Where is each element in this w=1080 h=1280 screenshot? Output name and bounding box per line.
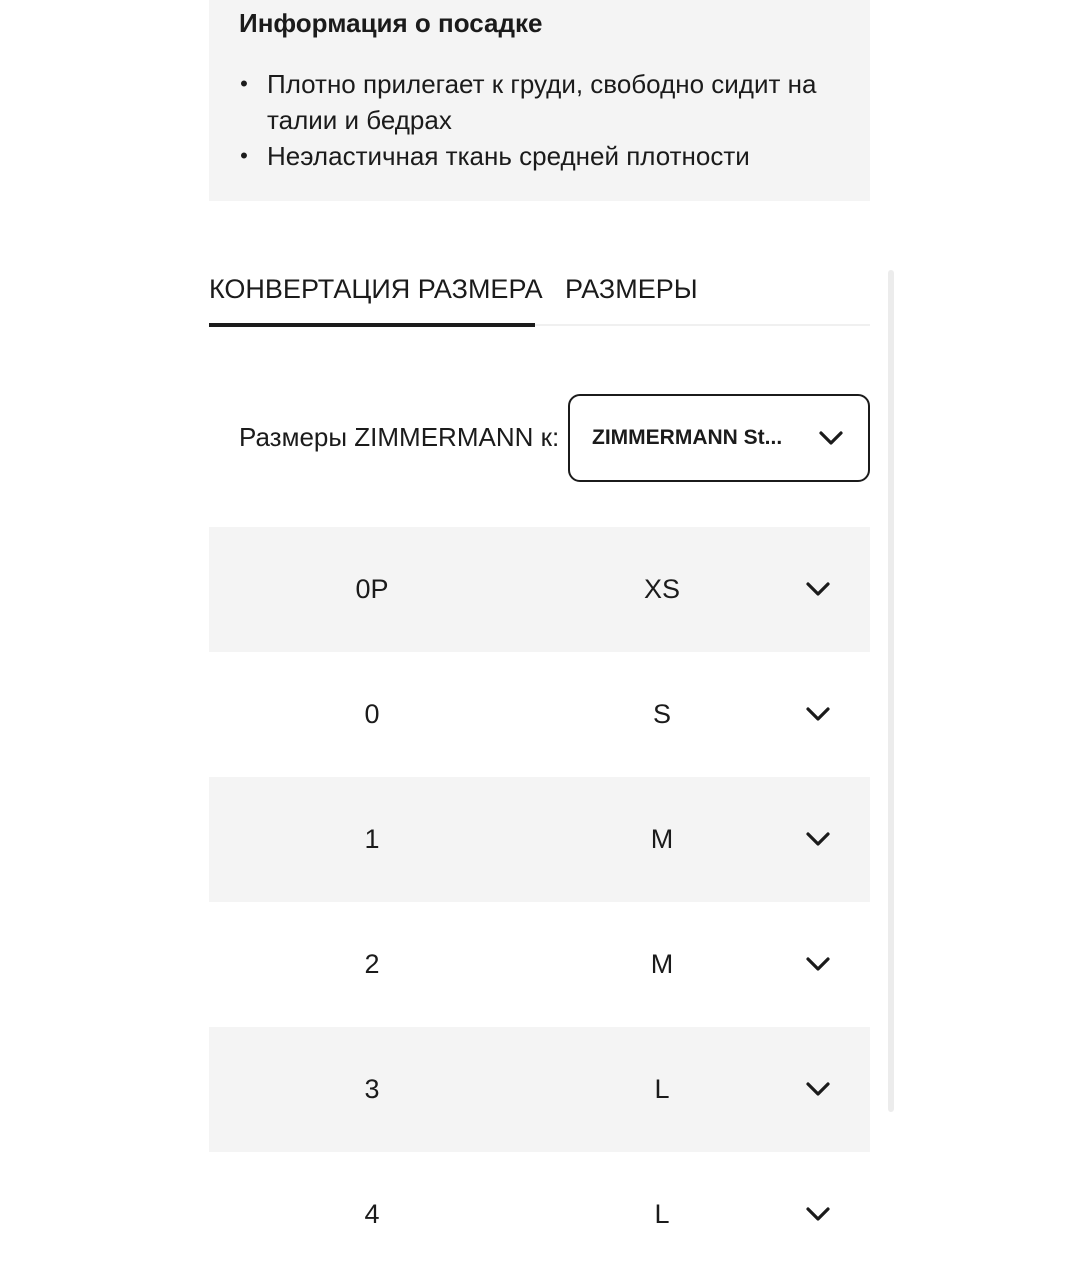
fit-info-title: Информация о посадке [239, 8, 543, 38]
size-row[interactable] [209, 652, 870, 777]
size-system-select[interactable] [568, 394, 870, 482]
brand-size: 1 [364, 824, 380, 854]
brand-size: 0P [355, 574, 389, 604]
bullet-icon: • [240, 71, 248, 96]
size-row[interactable] [209, 902, 870, 1027]
fit-info-box [209, 0, 870, 201]
intl-size: S [652, 699, 671, 729]
brand-size: 2 [364, 949, 380, 979]
brand-size: 0 [364, 699, 380, 729]
fit-info-text: Неэластичная ткань средней плотности [267, 141, 750, 171]
scrollbar[interactable] [888, 270, 894, 1112]
size-row[interactable] [209, 527, 870, 652]
chevron-down-icon[interactable] [805, 702, 831, 726]
size-row[interactable] [209, 1027, 870, 1152]
size-tabs [209, 262, 870, 326]
chevron-down-icon[interactable] [805, 1202, 831, 1226]
size-table [209, 527, 870, 1277]
intl-size: L [654, 1199, 670, 1229]
fit-info-text: Плотно прилегает к груди, свободно сидит на талии и бедрах [267, 69, 817, 135]
fit-info-item [239, 66, 840, 138]
brand-size: 4 [364, 1199, 380, 1229]
intl-size: XS [643, 574, 681, 604]
tab-sizes[interactable]: РАЗМЕРЫ [565, 274, 698, 304]
intl-size: M [650, 949, 674, 979]
size-row[interactable] [209, 1152, 870, 1277]
fit-info-item [239, 138, 840, 174]
tab-size-conversion[interactable]: КОНВЕРТАЦИЯ РАЗМЕРА [209, 262, 535, 326]
chevron-down-icon[interactable] [805, 1077, 831, 1101]
bullet-icon: • [240, 143, 248, 168]
converter-label: Размеры ZIMMERMANN к: [239, 422, 560, 452]
size-system-selected: ZIMMERMANN St... [592, 426, 783, 449]
intl-size: M [650, 824, 674, 854]
chevron-down-icon[interactable] [805, 827, 831, 851]
size-row[interactable] [209, 777, 870, 902]
intl-size: L [654, 1074, 670, 1104]
brand-size: 3 [364, 1074, 380, 1104]
chevron-down-icon [818, 426, 844, 450]
chevron-down-icon[interactable] [805, 577, 831, 601]
chevron-down-icon[interactable] [805, 952, 831, 976]
fit-info-list [239, 66, 840, 174]
